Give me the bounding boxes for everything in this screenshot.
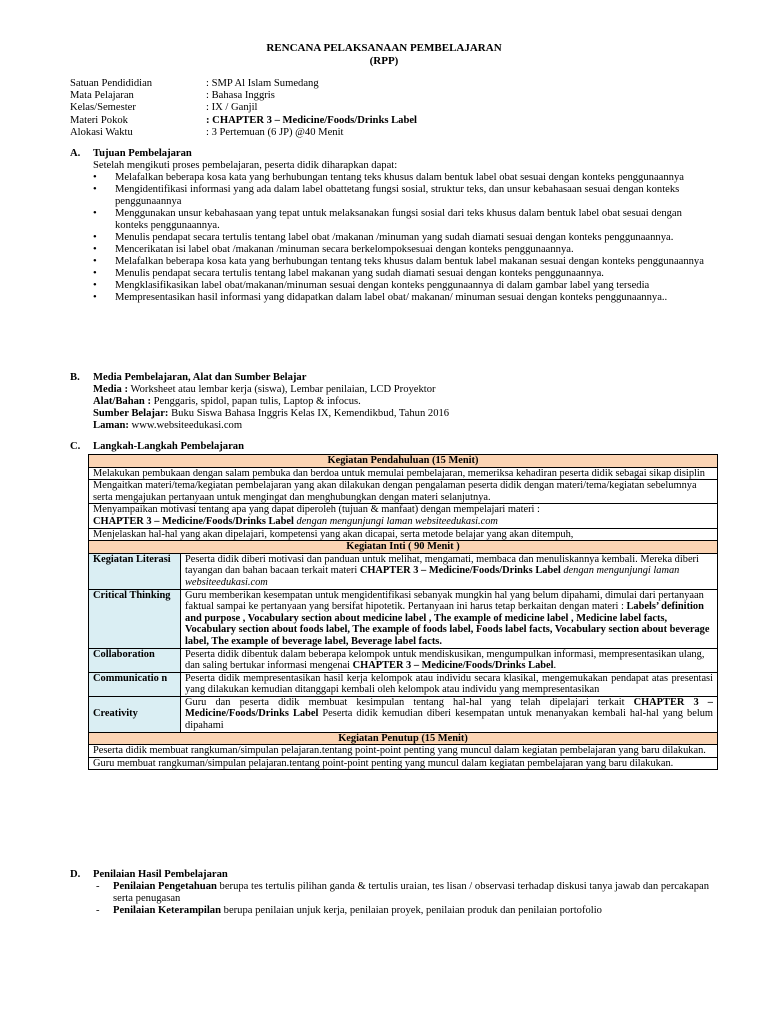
critical-thinking-text: Guru memberikan kesempatan untuk mengidentifikasi sebanyak mungkin hal yang belum dipahami, dimulai dari pertanyaan faktual sampai ke pertanyaan yang bersifat hipotetik. Pertanyaan ini harus tetap berkaitan dengan materi : Labels’ definition and purpose , Vocabulary section about medicine label , The example of medicine label , Medicine label facts, Vocabulary section about foods label, The example of foods label, Foods label facts, Vocabulary section about beverage label, The example of beverage label, Beverage label facts. xyxy=(181,589,718,648)
table-row: Menjelaskan hal-hal yang akan dipelajari, kompetensi yang akan dicapai, serta metode belajar yang akan ditempuh, xyxy=(89,528,718,541)
dash-icon: - xyxy=(96,881,100,892)
info-value: : Bahasa Inggris xyxy=(206,90,275,102)
section-a-intro: Setelah mengikuti proses pembelajaran, peserta didik diharapkan dapat: xyxy=(93,160,398,171)
info-value: : SMP Al Islam Sumedang xyxy=(206,78,319,89)
table-row: Menyampaikan motivasi tentang apa yang dapat diperoleh (tujuan & manfaat) dengan mempelajari materi : CHAPTER 3 – Medicine/Foods/Drinks Label dengan mengunjungi laman websiteedukasi.com xyxy=(89,504,718,528)
section-letter: C. xyxy=(70,441,81,452)
info-key: Materi Pokok xyxy=(70,114,128,126)
section-b-heading xyxy=(70,372,306,384)
list-item: • Mencerikatan isi label obat /makanan /minuman secara berkelompoksesuai dengan konteks penggunaannya. xyxy=(93,244,574,255)
section-a-body xyxy=(93,160,713,304)
table-row: Peserta didik membuat rangkuman/simpulan pelajaran.tentang point-point penting yang muncul dalam kegiatan pembelajaran yang baru dilakukan. xyxy=(89,745,718,758)
info-row xyxy=(70,115,417,127)
list-item: • Menulis pendapat secara tertulis tentang label obat /makanan /minuman yang sudah diamati sesuai dengan konteks penggunaannya. xyxy=(93,232,674,243)
list-item: • Mengklasifikasikan label obat/makanan/minuman sesuai dengan konteks penggunaannya di dalam gambar label yang tersedia xyxy=(93,280,650,291)
info-key: Satuan Pendididian xyxy=(70,78,153,89)
critical-thinking-label: Critical Thinking xyxy=(89,589,181,648)
section-b-body xyxy=(93,384,713,432)
info-key: Kelas/Semester xyxy=(70,102,136,114)
collaboration-text: Peserta didik dibentuk dalam beberapa kelompok untuk mendiskusikan, mengumpulkan informasi, mempresentasikan ulang, dan saling bertukar informasi mengenai CHAPTER 3 – Medicine/Foods/Drinks Label. xyxy=(181,648,718,672)
section-d-body xyxy=(93,881,713,917)
dash-icon: - xyxy=(96,905,100,916)
bullet-icon: • xyxy=(93,280,97,291)
website-row: Laman: www.websiteedukasi.com xyxy=(93,420,243,431)
section-a-heading xyxy=(70,148,192,160)
communication-text: Peserta didik mempresentasikan hasil kerja kelompok atau individu secara klasikal, mengemukakan pendapat atas presentasi yang dilakukan kemudian ditanggapi kembali oleh kelompok atau individu yang mempresentasikan xyxy=(181,672,718,696)
info-row xyxy=(70,127,417,139)
document-title: RENCANA PELAKSANAAN PEMBELAJARAN xyxy=(266,42,502,54)
info-row xyxy=(70,102,417,114)
creativity-label: Creativity xyxy=(89,696,181,732)
info-row xyxy=(70,90,417,102)
bullet-icon: • xyxy=(93,184,97,195)
list-item: • Melafalkan beberapa kosa kata yang berhubungan tentang teks khusus dalam bentuk label makanan sesuai dengan konteks penggunaannya xyxy=(93,256,704,267)
section-letter: B. xyxy=(70,372,80,383)
bullet-icon: • xyxy=(93,268,97,279)
bullet-icon: • xyxy=(93,172,97,183)
section-title: Tujuan Pembelajaran xyxy=(93,148,192,159)
section-title: Penilaian Hasil Pembelajaran xyxy=(93,869,228,880)
literasi-label: Kegiatan Literasi xyxy=(89,553,181,589)
list-item: • Mempresentasikan hasil informasi yang didapatkan dalam label obat/ makanan/ minuman sesuai dengan konteks penggunaannya.. xyxy=(93,292,668,303)
list-item: • Mengidentifikasi informasi yang ada dalam label obattetang fungsi sosial, struktur teks, dan unsur kebahasaan sesuai dengan konteks penggunaannya xyxy=(93,184,680,207)
table-row: Guru membuat rangkuman/simpulan pelajaran.tentang point-point penting yang muncul dalam kegiatan pembelajaran yang baru dilakukan. xyxy=(89,757,718,770)
section-title: Media Pembelajaran, Alat dan Sumber Belajar xyxy=(93,372,307,383)
pendahuluan-header: Kegiatan Pendahuluan (15 Menit) xyxy=(89,455,718,468)
list-item: - Penilaian Keterampilan berupa penilaian unjuk kerja, penilaian proyek, penilaian produk dan penilaian portofolio xyxy=(96,905,602,916)
document-subtitle: (RPP) xyxy=(369,55,399,67)
learning-steps-table xyxy=(88,454,718,770)
creativity-text: Guru dan peserta didik membuat kesimpulan tentang hal-hal yang telah dipelajari terkait CHAPTER 3 – Medicine/Foods/Drinks Label Peserta didik kemudian diberi kesempatan untuk menanyakan kembali hal-hal yang belum dipahami xyxy=(181,696,718,732)
info-value: : 3 Pertemuan (6 JP) @40 Menit xyxy=(206,126,344,138)
penutup-header: Kegiatan Penutup (15 Menit) xyxy=(89,732,718,745)
media-row: Media : Worksheet atau lembar kerja (siswa), Lembar penilaian, LCD Proyektor xyxy=(93,384,436,395)
bullet-icon: • xyxy=(93,292,97,303)
literasi-text: Peserta didik diberi motivasi dan panduan untuk melihat, mengamati, membaca dan menuliskannya kembali. Mereka diberi tayangan dan bahan bacaan terkait materi CHAPTER 3 – Medicine/Foods/Drinks Label dengan mengunjungi laman websiteedukasi.com xyxy=(181,553,718,589)
section-letter: D. xyxy=(70,869,81,880)
section-letter: A. xyxy=(70,148,81,159)
collaboration-label: Collaboration xyxy=(89,648,181,672)
section-c-heading xyxy=(70,441,244,453)
communication-label: Communicatio n xyxy=(89,672,181,696)
table-row: Mengaitkan materi/tema/kegiatan pembelajaran yang akan dilakukan dengan pengalaman peserta didik dengan materi/tema/kegiatan sebelumnya serta mengajukan pertanyaan untuk mengingat dan menghubungkan dengan materi selanjutnya. xyxy=(89,480,718,504)
bullet-icon: • xyxy=(93,256,97,267)
list-item: • Melafalkan beberapa kosa kata yang berhubungan tentang teks khusus dalam bentuk label obat sesuai dengan konteks penggunaannya xyxy=(93,172,684,183)
info-value: : IX / Ganjil xyxy=(206,102,258,114)
tools-row: Alat/Bahan : Penggaris, spidol, papan tulis, Laptop & infocus. xyxy=(93,396,361,407)
section-title: Langkah-Langkah Pembelajaran xyxy=(93,441,244,452)
inti-header: Kegiatan Inti ( 90 Menit ) xyxy=(89,541,718,554)
info-value: : CHAPTER 3 – Medicine/Foods/Drinks Label xyxy=(206,114,418,126)
bullet-icon: • xyxy=(93,244,97,255)
list-item: - Penilaian Pengetahuan berupa tes tertulis pilihan ganda & tertulis uraian, tes lisan / observasi terhadap diskusi tanya jawab dan percakapan serta penugasan xyxy=(96,881,710,904)
source-row: Sumber Belajar: Buku Siswa Bahasa Inggris Kelas IX, Kemendikbud, Tahun 2016 xyxy=(93,408,450,419)
bullet-icon: • xyxy=(93,232,97,243)
bullet-icon: • xyxy=(93,208,97,219)
identity-table xyxy=(70,78,417,139)
list-item: • Menggunakan unsur kebahasaan yang tepat untuk melaksanakan fungsi sosial dari teks khusus dalam bentuk label obat sesuai dengan konteks penggunaannya. xyxy=(93,208,682,231)
info-row xyxy=(70,78,417,90)
section-d-heading xyxy=(70,869,228,881)
list-item: • Menulis pendapat secara tertulis tentang label makanan yang sudah diamati sesuai dengan konteks penggunaannya. xyxy=(93,268,604,279)
table-row: Melakukan pembukaan dengan salam pembuka dan berdoa untuk memulai pembelajaran, memeriksa kehadiran peserta didik sebagai sikap disiplin xyxy=(89,467,718,480)
info-key: Alokasi Waktu xyxy=(70,126,133,138)
info-key: Mata Pelajaran xyxy=(70,90,134,102)
